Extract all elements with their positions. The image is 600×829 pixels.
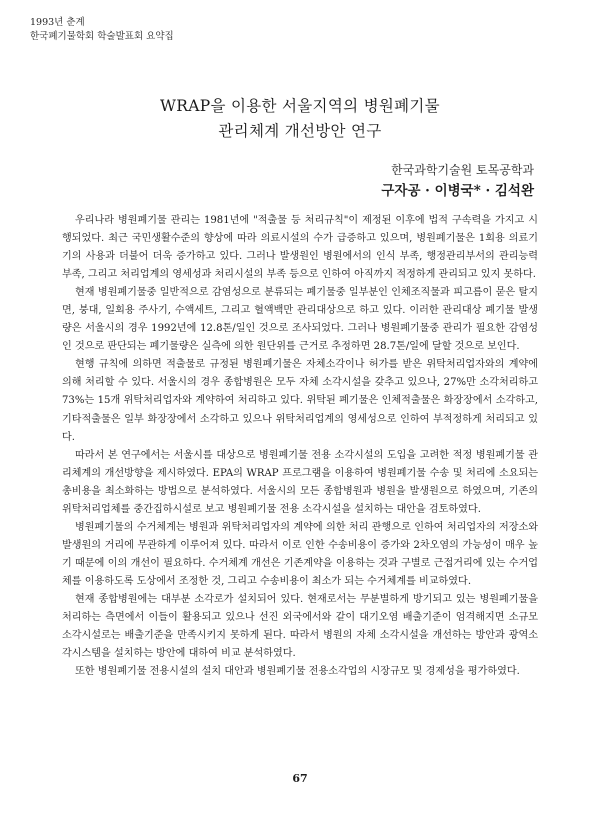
title-line-1: WRAP을 이용한 서울지역의 병원폐기물 — [160, 97, 440, 115]
title-line-2: 관리체계 개선방안 연구 — [218, 122, 382, 140]
proceedings-header — [30, 16, 174, 44]
paragraph: 현행 규칙에 의하면 적출물로 규정된 병원폐기물은 자체소각이나 허가를 받은 위탁처리업자와의 계약에 의해 처리할 수 있다. 서울시의 경우 종합병원은 모두 자체 소각시설을 갖추고 있으나, 27%만 소각처리하고 73%는 15개 위탁처리업자와 계약하여 처리하고 있다. 위탁된 폐기물은 인체적출물은 화장장에서 소각하고, 기타적출물은 일부 화장장에서 소각하고 있으나 위탁처리업계의 영세성으로 인하여 부적정하게 처리되고 있다. — [62, 359, 538, 443]
header-season: 1993년 춘계 — [30, 17, 85, 28]
paragraph: 따라서 본 연구에서는 서울시를 대상으로 병원폐기물 전용 소각시설의 도입을 고려한 적정 병원폐기물 관리체계의 개선방향을 제시하였다. EPA의 WRAP 프로그램을 이용하여 병원폐기물 수송 및 처리에 소요되는 총비용을 최소화하는 방법으로 분석하였다. 서울시의 모든 종합병원과 병원을 발생원으로 하였으며, 기존의 위탁처리업체를 중간집하시설로 보고 병원폐기물 전용 소각시설을 설치하는 대안을 검토하였다. — [62, 449, 538, 515]
paragraph: 우리나라 병원폐기물 관리는 1981년에 "적출물 등 처리규칙"이 제정된 이후에 법적 구속력을 가지고 시행되었다. 최근 국민생활수준의 향상에 따라 의료시설의 수가 급증하고 있으며, 병원폐기물은 1회용 의료기기의 사용과 더불어 더욱 증가하고 있다. 그러나 발생원인 병원에서의 인식 부족, 행정관리부서의 관리능력 부족, 그리고 처리업계의 영세성과 처리시설의 부족 등으로 인하여 아직까지 적정하게 관리되고 있지 못하다. — [62, 215, 538, 281]
paragraph: 현재 종합병원에는 대부분 소각로가 설치되어 있다. 현재로서는 무분별하게 방기되고 있는 병원폐기물을 처리하는 측면에서 이들이 활용되고 있으나 선진 외국에서와 같이 대기오염 배출기준이 엄격해지면 소규모 소각시설로는 배출기준을 만족시키지 못하게 된다. 따라서 병원의 자체 소각시설을 개선하는 방안과 광역소각시스템을 설치하는 방안에 대하여 비교 분석하였다. — [62, 593, 538, 660]
author-names: 구자공 · 이병국* · 김석완 — [381, 183, 534, 199]
abstract-body — [62, 209, 538, 681]
page-number: 67 — [292, 772, 308, 785]
paper-title — [0, 94, 600, 144]
author-affiliation: 한국과학기술원 토목공학과 — [391, 163, 534, 177]
paragraph: 또한 병원폐기물 전용시설의 설치 대안과 병원폐기물 전용소각업의 시장규모 및 경제성을 평가하였다. — [75, 666, 520, 678]
paragraph: 병원폐기물의 수거체계는 병원과 위탁처리업자의 계약에 의한 처리 관행으로 인하여 처리업자의 저장소와 발생원의 거리에 무관하게 이루어져 있다. 따라서 이로 인한 수송비용이 증가와 2차오염의 가능성이 매우 높기 때문에 이의 개선이 필요하다. 수거체계 개선은 기존계약을 이용하는 것과 구별로 근접거리에 있는 수거업체를 이용하도록 도상에서 조정한 것, 그리고 수송비용이 최소가 되는 수거체계를 비교하였다. — [62, 521, 538, 587]
header-proceedings: 한국폐기물학회 학술발표회 요약집 — [30, 31, 174, 42]
paragraph: 현재 병원폐기물중 일반적으로 감염성으로 분류되는 폐기물중 일부분인 인체조직물과 피고름이 묻은 탈지면, 붕대, 일회용 주사기, 수액세트, 그리고 혈액백만 관리대상으로 하고 있다. 이러한 관리대상 폐기물 발생량은 서울시의 경우 1992년에 12.8톤/일인 것으로 조사되었다. 그러나 병원폐기물중 관리가 필요한 감염성인 것으로 판단되는 폐기물량은 실측에 의한 원단위를 근거로 추정하면 28.7톤/일에 달할 것으로 보인다. — [62, 287, 538, 353]
